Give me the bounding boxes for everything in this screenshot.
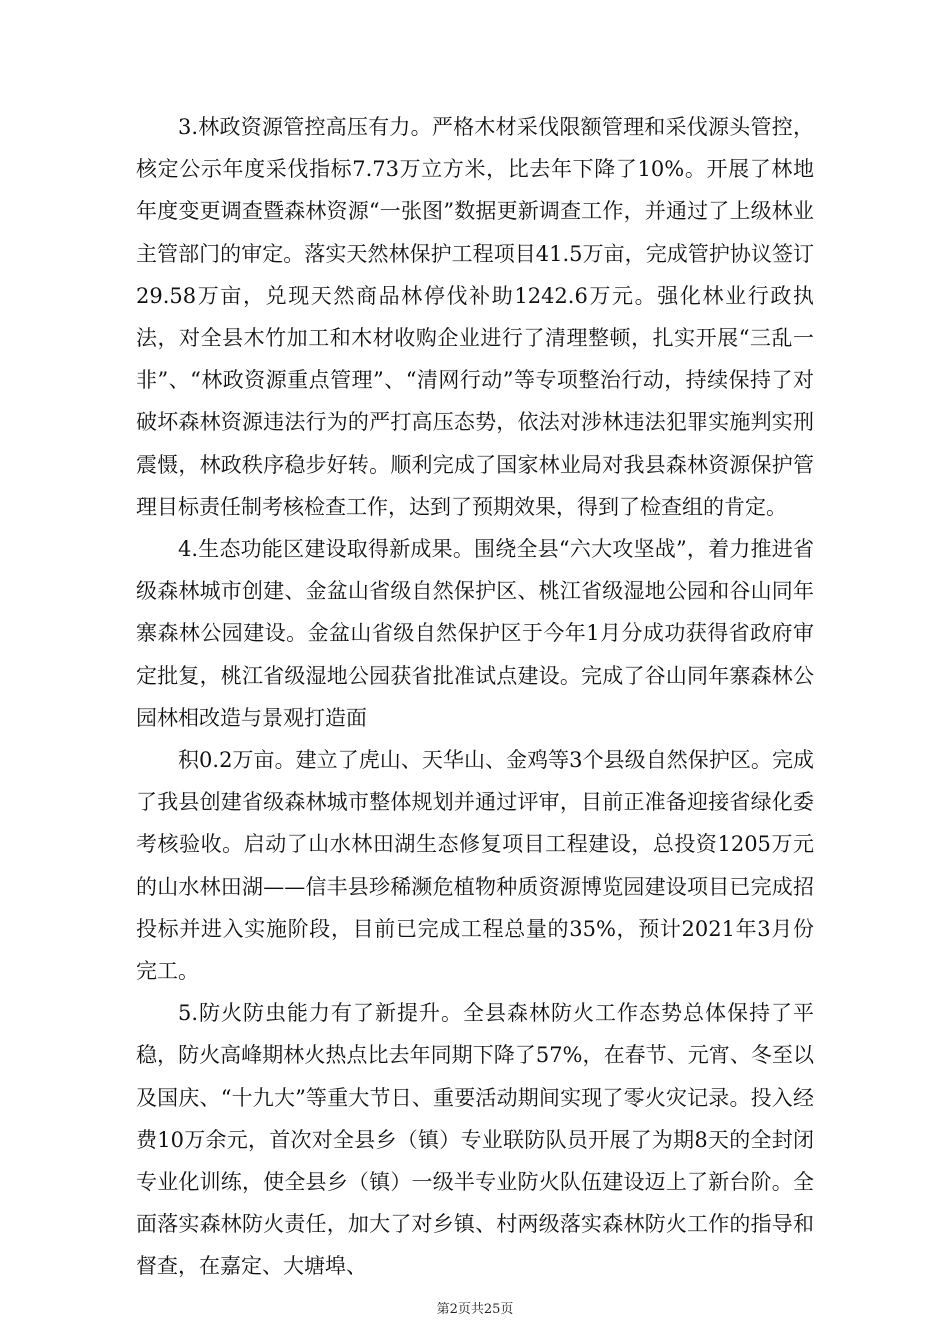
paragraph-fire-pest-prevention: 5.防火防虫能力有了新提升。全县森林防火工作态势总体保持了平稳，防火高峰期林火热点比去年同期下降了57%，在春节、元宵、冬至以及国庆、“十九大”等重大节日、重要活动期间实现了零火灾记录。投入经费10万余元，首次对全县乡（镇）专业联防队员开展了为期8天的全封闭专业化训练，使全县乡（镇）一级半专业防火队伍建设迈上了新台阶。全面落实森林防火责任，加大了对乡镇、村两级落实森林防火工作的指导和督查，在嘉定、大塘埠、 bbox=[136, 1001, 814, 1279]
paragraph-ecological-zone-construction: 4.生态功能区建设取得新成果。围绕全县“六大攻坚战”，着力推进省级森林城市创建、金盆山省级自然保护区、桃江省级湿地公园和谷山同年寨森林公园建设。金盆山省级自然保护区于今年1月分成功获得省政府审定批复，桃江省级湿地公园获省批准试点建设。完成了谷山同年寨森林公园林相改造与景观打造面 bbox=[136, 537, 814, 730]
page-footer bbox=[0, 1298, 950, 1317]
footer-total-pages: 25 bbox=[483, 1302, 501, 1317]
footer-suffix: 页 bbox=[500, 1302, 514, 1317]
footer-middle: 页共 bbox=[457, 1302, 484, 1317]
footer-current-page: 2 bbox=[449, 1302, 458, 1317]
paragraph-ecological-zone-continued: 积0.2万亩。建立了虎山、天华山、金鸡等3个县级自然保护区。完成了我县创建省级森林城市整体规划并通过评审，目前正准备迎接省绿化委考核验收。启动了山水林田湖生态修复项目工程建设，总投资1205万元的山水林田湖——信丰县珍稀濒危植物种质资源博览园建设项目已完成招投标并进入实施阶段，目前已完成工程总量的35%，预计2021年3月份完工。 bbox=[136, 748, 814, 984]
document-body bbox=[136, 106, 814, 1288]
footer-prefix: 第 bbox=[436, 1302, 450, 1317]
paragraph-forestry-resource-control: 3.林政资源管控高压有力。严格木材采伐限额管理和采伐源头管控，核定公示年度采伐指标7.73万立方米，比去年下降了10%。开展了林地年度变更调查暨森林资源“一张图”数据更新调查工作，并通过了上级林业主管部门的审定。落实天然林保护工程项目41.5万亩，完成管护协议签订29.58万亩，兑现天然商品林停伐补助1242.6万元。强化林业行政执法，对全县木竹加工和木材收购企业进行了清理整顿，扎实开展“三乱一非”、“林政资源重点管理”、“清网行动”等专项整治行动，持续保持了对破坏森林资源违法行为的严打高压态势，依法对涉林违法犯罪实施判实刑震慑，林政秩序稳步好转。顺利完成了国家林业局对我县森林资源保护管理目标责任制考核检查工作，达到了预期效果，得到了检查组的肯定。 bbox=[136, 115, 814, 519]
